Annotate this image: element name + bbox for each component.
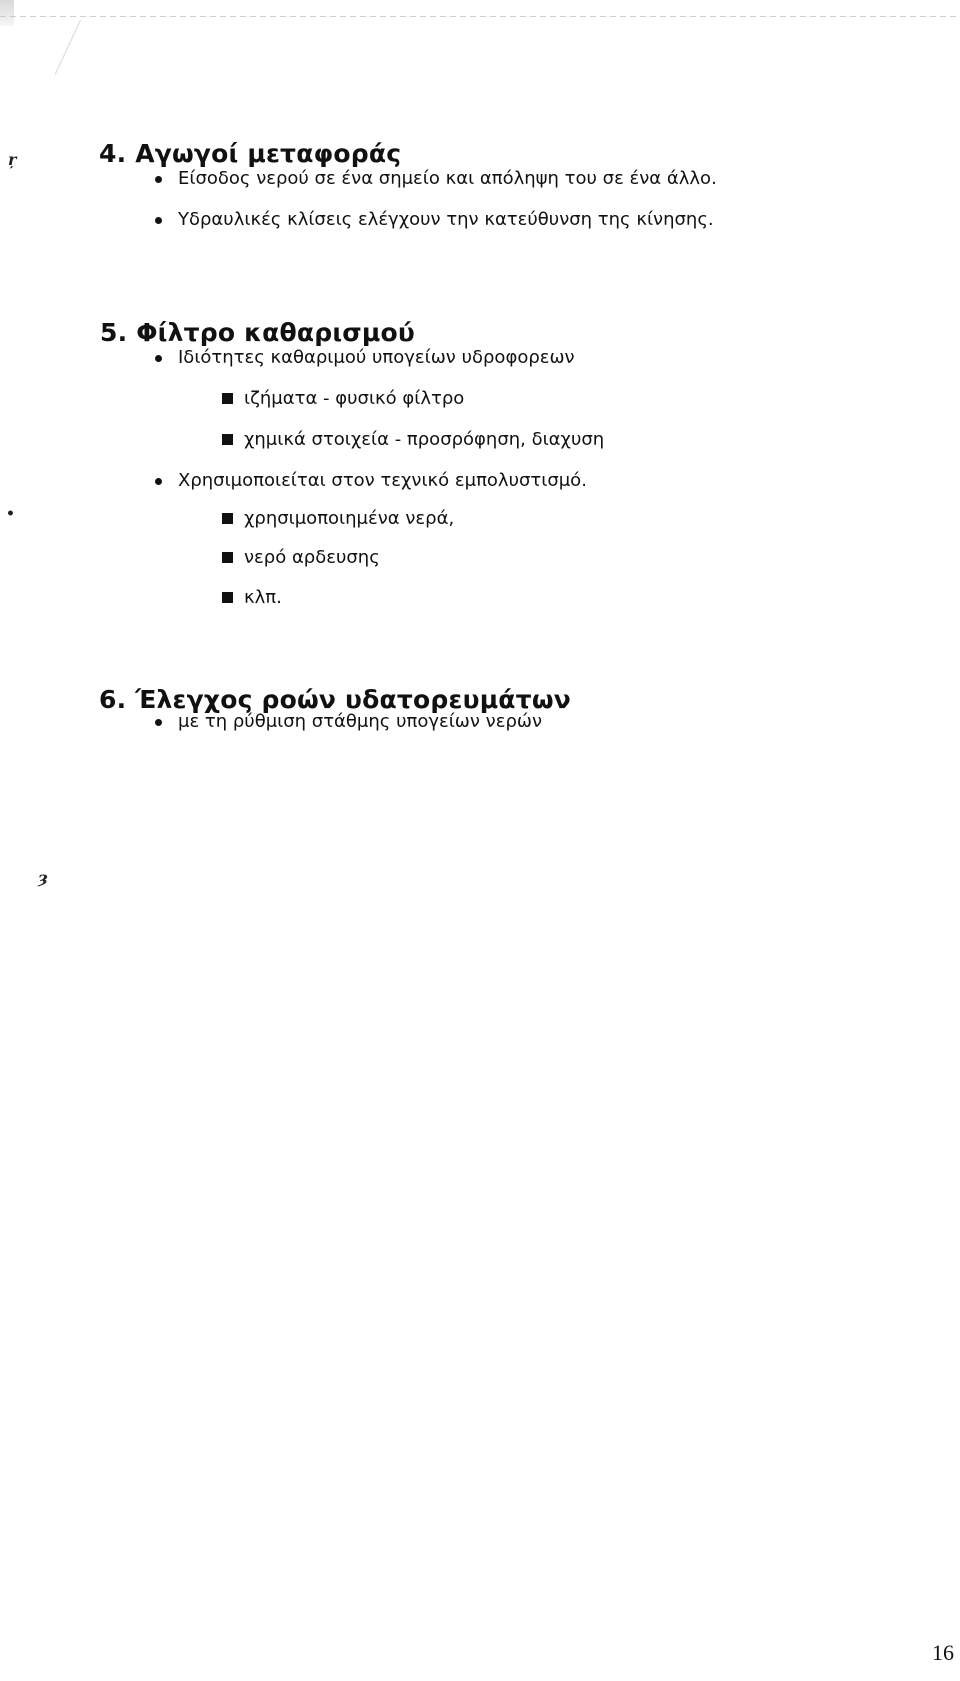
bullet-item: Υδραυλικές κλίσεις ελέγχουν την κατεύθυνση της κίνησης.	[150, 209, 714, 231]
margin-mark: ȝ	[38, 868, 48, 887]
section-heading: 5. Φίλτρο καθαρισμού	[100, 317, 415, 347]
scan-artifact-corner	[0, 0, 14, 26]
margin-mark: •	[6, 506, 15, 522]
section-heading: 4. Αγωγοί μεταφοράς	[99, 138, 402, 168]
sub-bullet-item: χημικά στοιχεία - προσρόφηση, διαχυση	[222, 429, 604, 451]
page-number: 16	[932, 1640, 954, 1665]
sub-bullet-item: κλπ.	[222, 587, 282, 609]
bullet-item: με τη ρύθμιση στάθμης υπογείων νερών	[150, 711, 542, 733]
sub-bullet-item: χρησιμοποιημένα νερά,	[222, 508, 454, 530]
section-heading: 6. Έλεγχος ροών υδατορευμάτων	[99, 684, 571, 714]
scan-artifact-streak	[55, 20, 81, 75]
margin-mark: ŗ	[8, 150, 17, 169]
sub-bullet-item: ιζήματα - φυσικό φίλτρο	[222, 388, 464, 410]
bullet-item: Χρησιμοποιείται στον τεχνικό εμπολυστισμό.	[150, 470, 587, 492]
bullet-item: Ιδιότητες καθαριμού υπογείων υδροφορεων	[150, 347, 575, 369]
bullet-item: Είσοδος νερού σε ένα σημείο και απόληψη του σε ένα άλλο.	[150, 168, 717, 190]
scan-artifact-line	[0, 16, 960, 17]
sub-bullet-item: νερό αρδευσης	[222, 547, 380, 569]
